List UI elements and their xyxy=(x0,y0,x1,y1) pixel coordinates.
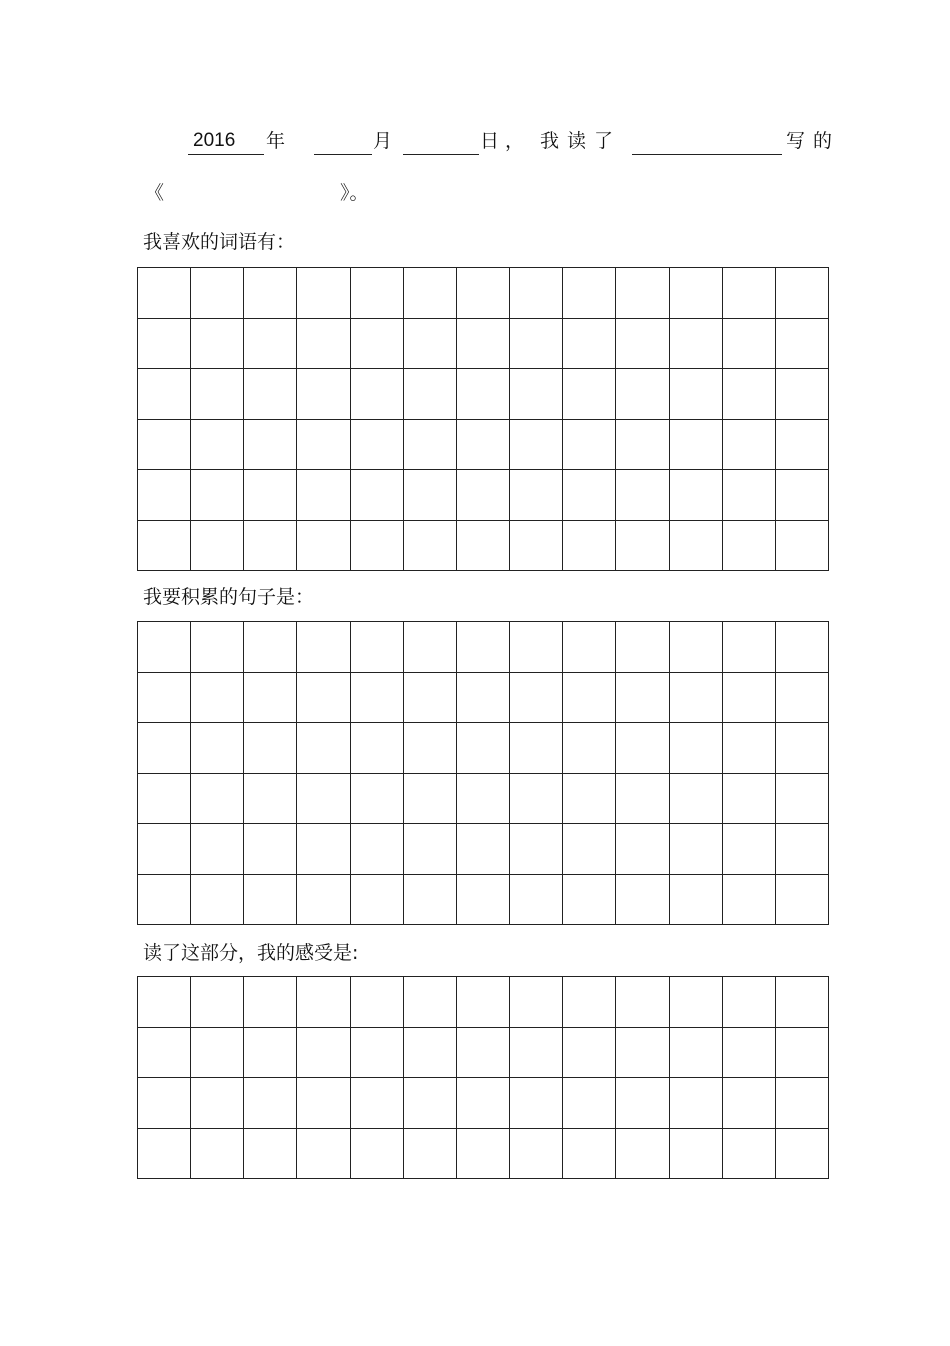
sentences-label: 我要积累的句子是： xyxy=(143,586,315,608)
writing-cell[interactable] xyxy=(457,824,510,875)
writing-cell[interactable] xyxy=(297,319,350,370)
writing-cell[interactable] xyxy=(723,1129,776,1180)
writing-cell[interactable] xyxy=(510,268,563,319)
writing-cell[interactable] xyxy=(563,824,616,875)
writing-cell[interactable] xyxy=(244,319,297,370)
writing-cell[interactable] xyxy=(457,673,510,724)
writing-cell[interactable] xyxy=(670,268,723,319)
writing-cell[interactable] xyxy=(723,369,776,420)
writing-cell[interactable] xyxy=(457,774,510,825)
writing-cell[interactable] xyxy=(563,521,616,572)
writing-cell[interactable] xyxy=(244,622,297,673)
writing-cell[interactable] xyxy=(138,1129,191,1180)
writing-cell[interactable] xyxy=(563,1028,616,1079)
writing-cell[interactable] xyxy=(404,774,457,825)
writing-cell[interactable] xyxy=(723,622,776,673)
writing-cell[interactable] xyxy=(244,774,297,825)
writing-cell[interactable] xyxy=(670,673,723,724)
writing-cell[interactable] xyxy=(404,824,457,875)
writing-cell[interactable] xyxy=(297,824,350,875)
writing-cell[interactable] xyxy=(191,1078,244,1129)
writing-cell[interactable] xyxy=(457,875,510,926)
writing-cell[interactable] xyxy=(616,622,669,673)
writing-cell[interactable] xyxy=(351,521,404,572)
writing-cell[interactable] xyxy=(404,1028,457,1079)
month-label: 月 xyxy=(373,130,393,152)
writing-cell[interactable] xyxy=(297,470,350,521)
writing-cell[interactable] xyxy=(723,319,776,370)
writing-cell[interactable] xyxy=(457,1028,510,1079)
writing-cell[interactable] xyxy=(563,420,616,471)
writing-cell[interactable] xyxy=(510,824,563,875)
writing-cell[interactable] xyxy=(670,1078,723,1129)
writing-cell[interactable] xyxy=(776,977,829,1028)
writing-cell[interactable] xyxy=(297,1028,350,1079)
writing-cell[interactable] xyxy=(670,977,723,1028)
writing-cell[interactable] xyxy=(510,369,563,420)
writing-cell[interactable] xyxy=(404,369,457,420)
writing-cell[interactable] xyxy=(510,1129,563,1180)
writing-cell[interactable] xyxy=(563,723,616,774)
book-close-bracket: 》。 xyxy=(340,182,369,204)
writing-cell[interactable] xyxy=(776,319,829,370)
writing-cell[interactable] xyxy=(670,521,723,572)
writing-cell[interactable] xyxy=(510,470,563,521)
writing-cell[interactable] xyxy=(776,622,829,673)
writing-cell[interactable] xyxy=(723,723,776,774)
writing-cell[interactable] xyxy=(670,774,723,825)
writing-cell[interactable] xyxy=(404,875,457,926)
writing-cell[interactable] xyxy=(563,622,616,673)
writing-cell[interactable] xyxy=(616,723,669,774)
writing-cell[interactable] xyxy=(616,268,669,319)
writing-cell[interactable] xyxy=(723,824,776,875)
writing-cell[interactable] xyxy=(244,369,297,420)
book-open-bracket: 《 xyxy=(145,182,165,204)
writing-cell[interactable] xyxy=(510,1028,563,1079)
writing-cell[interactable] xyxy=(510,774,563,825)
writing-cell[interactable] xyxy=(563,470,616,521)
writing-cell[interactable] xyxy=(563,268,616,319)
writing-cell[interactable] xyxy=(244,470,297,521)
writing-cell[interactable] xyxy=(563,1129,616,1180)
year-blank[interactable] xyxy=(188,154,264,155)
writing-cell[interactable] xyxy=(776,369,829,420)
writing-cell[interactable] xyxy=(563,774,616,825)
writing-cell[interactable] xyxy=(404,420,457,471)
writing-cell[interactable] xyxy=(776,774,829,825)
writing-cell[interactable] xyxy=(510,673,563,724)
writing-cell[interactable] xyxy=(191,420,244,471)
writing-cell[interactable] xyxy=(723,875,776,926)
writing-cell[interactable] xyxy=(457,977,510,1028)
writing-cell[interactable] xyxy=(616,420,669,471)
writing-cell[interactable] xyxy=(138,420,191,471)
feelings-grid xyxy=(137,976,829,1179)
year-value: 2016 xyxy=(193,130,236,151)
writing-cell[interactable] xyxy=(670,723,723,774)
writing-cell[interactable] xyxy=(776,1028,829,1079)
writing-cell[interactable] xyxy=(457,369,510,420)
writing-cell[interactable] xyxy=(457,723,510,774)
writing-cell[interactable] xyxy=(351,1129,404,1180)
writing-cell[interactable] xyxy=(404,521,457,572)
writing-cell[interactable] xyxy=(510,420,563,471)
writing-cell[interactable] xyxy=(351,319,404,370)
writing-cell[interactable] xyxy=(138,673,191,724)
writing-cell[interactable] xyxy=(244,977,297,1028)
writing-cell[interactable] xyxy=(138,369,191,420)
writing-cell[interactable] xyxy=(138,977,191,1028)
writing-cell[interactable] xyxy=(297,1129,350,1180)
writing-cell[interactable] xyxy=(297,420,350,471)
favorite-words-grid xyxy=(137,267,829,571)
writing-cell[interactable] xyxy=(776,470,829,521)
writing-cell[interactable] xyxy=(404,268,457,319)
writing-cell[interactable] xyxy=(776,824,829,875)
writing-cell[interactable] xyxy=(191,319,244,370)
writing-cell[interactable] xyxy=(563,977,616,1028)
year-label: 年 xyxy=(266,130,286,152)
writing-cell[interactable] xyxy=(776,723,829,774)
writing-cell[interactable] xyxy=(510,977,563,1028)
writing-cell[interactable] xyxy=(297,369,350,420)
writing-cell[interactable] xyxy=(244,268,297,319)
writing-cell[interactable] xyxy=(244,521,297,572)
writing-cell[interactable] xyxy=(616,875,669,926)
writing-cell[interactable] xyxy=(404,1078,457,1129)
writing-cell[interactable] xyxy=(616,319,669,370)
writing-cell[interactable] xyxy=(616,1028,669,1079)
writing-cell[interactable] xyxy=(297,774,350,825)
writing-cell[interactable] xyxy=(351,774,404,825)
writing-cell[interactable] xyxy=(723,774,776,825)
writing-cell[interactable] xyxy=(616,1078,669,1129)
day-label: 日， xyxy=(480,130,531,152)
writing-cell[interactable] xyxy=(191,470,244,521)
writing-cell[interactable] xyxy=(670,369,723,420)
writing-cell[interactable] xyxy=(670,875,723,926)
writing-cell[interactable] xyxy=(191,977,244,1028)
feelings-label: 读了这部分，我的感受是: xyxy=(143,942,359,964)
read-text: 我读了 xyxy=(540,130,622,152)
writing-cell[interactable] xyxy=(138,1078,191,1129)
writing-cell[interactable] xyxy=(510,875,563,926)
day-blank[interactable] xyxy=(403,154,479,155)
writing-cell[interactable] xyxy=(297,875,350,926)
writing-cell[interactable] xyxy=(244,673,297,724)
writing-cell[interactable] xyxy=(351,723,404,774)
writing-cell[interactable] xyxy=(351,420,404,471)
writing-cell[interactable] xyxy=(404,1129,457,1180)
writing-cell[interactable] xyxy=(670,470,723,521)
writing-cell[interactable] xyxy=(563,875,616,926)
writing-cell[interactable] xyxy=(351,1028,404,1079)
writing-cell[interactable] xyxy=(457,521,510,572)
writing-cell[interactable] xyxy=(351,673,404,724)
writing-cell[interactable] xyxy=(510,723,563,774)
writing-cell[interactable] xyxy=(616,774,669,825)
writing-cell[interactable] xyxy=(457,268,510,319)
writing-cell[interactable] xyxy=(351,369,404,420)
writing-cell[interactable] xyxy=(191,1028,244,1079)
writing-cell[interactable] xyxy=(670,1028,723,1079)
writing-cell[interactable] xyxy=(138,319,191,370)
writing-cell[interactable] xyxy=(138,875,191,926)
writing-cell[interactable] xyxy=(351,268,404,319)
writing-cell[interactable] xyxy=(616,673,669,724)
writing-cell[interactable] xyxy=(138,824,191,875)
writing-cell[interactable] xyxy=(297,268,350,319)
writing-cell[interactable] xyxy=(297,977,350,1028)
writing-cell[interactable] xyxy=(404,673,457,724)
writing-cell[interactable] xyxy=(297,673,350,724)
writing-cell[interactable] xyxy=(351,622,404,673)
writing-cell[interactable] xyxy=(351,1078,404,1129)
writing-cell[interactable] xyxy=(457,1129,510,1180)
writing-cell[interactable] xyxy=(616,977,669,1028)
writing-cell[interactable] xyxy=(191,369,244,420)
writing-cell[interactable] xyxy=(244,420,297,471)
writing-cell[interactable] xyxy=(563,1078,616,1129)
writing-cell[interactable] xyxy=(616,824,669,875)
writing-cell[interactable] xyxy=(776,420,829,471)
writing-cell[interactable] xyxy=(244,723,297,774)
writing-cell[interactable] xyxy=(404,977,457,1028)
writing-cell[interactable] xyxy=(351,977,404,1028)
writing-cell[interactable] xyxy=(776,268,829,319)
author-suffix: 写的 xyxy=(786,130,841,152)
writing-cell[interactable] xyxy=(776,875,829,926)
writing-cell[interactable] xyxy=(776,673,829,724)
writing-cell[interactable] xyxy=(723,1078,776,1129)
writing-cell[interactable] xyxy=(510,622,563,673)
writing-cell[interactable] xyxy=(776,1129,829,1180)
writing-cell[interactable] xyxy=(138,622,191,673)
writing-cell[interactable] xyxy=(776,1078,829,1129)
writing-cell[interactable] xyxy=(191,875,244,926)
writing-cell[interactable] xyxy=(670,319,723,370)
writing-cell[interactable] xyxy=(191,521,244,572)
writing-cell[interactable] xyxy=(563,673,616,724)
writing-cell[interactable] xyxy=(563,319,616,370)
writing-cell[interactable] xyxy=(191,723,244,774)
writing-cell[interactable] xyxy=(776,521,829,572)
writing-cell[interactable] xyxy=(351,875,404,926)
sentences-grid xyxy=(137,621,829,925)
favorite-words-label: 我喜欢的词语有： xyxy=(143,231,296,253)
writing-cell[interactable] xyxy=(457,420,510,471)
writing-cell[interactable] xyxy=(138,470,191,521)
writing-cell[interactable] xyxy=(138,774,191,825)
writing-cell[interactable] xyxy=(616,369,669,420)
writing-cell[interactable] xyxy=(351,824,404,875)
writing-cell[interactable] xyxy=(191,774,244,825)
writing-cell[interactable] xyxy=(404,470,457,521)
writing-cell[interactable] xyxy=(297,1078,350,1129)
writing-cell[interactable] xyxy=(244,824,297,875)
writing-cell[interactable] xyxy=(723,673,776,724)
writing-cell[interactable] xyxy=(670,420,723,471)
writing-cell[interactable] xyxy=(191,673,244,724)
writing-cell[interactable] xyxy=(670,824,723,875)
book-title-blank[interactable] xyxy=(176,180,336,206)
writing-cell[interactable] xyxy=(244,875,297,926)
writing-cell[interactable] xyxy=(723,268,776,319)
writing-cell[interactable] xyxy=(510,521,563,572)
writing-cell[interactable] xyxy=(138,1028,191,1079)
writing-cell[interactable] xyxy=(191,622,244,673)
writing-cell[interactable] xyxy=(723,521,776,572)
writing-cell[interactable] xyxy=(138,268,191,319)
writing-cell[interactable] xyxy=(510,319,563,370)
writing-cell[interactable] xyxy=(404,319,457,370)
month-blank[interactable] xyxy=(314,154,372,155)
writing-cell[interactable] xyxy=(138,723,191,774)
writing-cell[interactable] xyxy=(563,369,616,420)
writing-cell[interactable] xyxy=(244,1129,297,1180)
writing-cell[interactable] xyxy=(510,1078,563,1129)
writing-cell[interactable] xyxy=(457,1078,510,1129)
writing-cell[interactable] xyxy=(723,470,776,521)
writing-cell[interactable] xyxy=(244,1028,297,1079)
writing-cell[interactable] xyxy=(616,1129,669,1180)
writing-cell[interactable] xyxy=(191,1129,244,1180)
writing-cell[interactable] xyxy=(404,723,457,774)
writing-cell[interactable] xyxy=(670,622,723,673)
writing-cell[interactable] xyxy=(138,521,191,572)
writing-cell[interactable] xyxy=(244,1078,297,1129)
writing-cell[interactable] xyxy=(191,268,244,319)
writing-cell[interactable] xyxy=(297,723,350,774)
writing-cell[interactable] xyxy=(351,470,404,521)
writing-cell[interactable] xyxy=(297,622,350,673)
writing-cell[interactable] xyxy=(616,470,669,521)
writing-cell[interactable] xyxy=(457,622,510,673)
writing-cell[interactable] xyxy=(191,824,244,875)
writing-cell[interactable] xyxy=(670,1129,723,1180)
writing-cell[interactable] xyxy=(297,521,350,572)
writing-cell[interactable] xyxy=(723,977,776,1028)
writing-cell[interactable] xyxy=(404,622,457,673)
writing-cell[interactable] xyxy=(616,521,669,572)
writing-cell[interactable] xyxy=(457,470,510,521)
writing-cell[interactable] xyxy=(457,319,510,370)
writing-cell[interactable] xyxy=(723,1028,776,1079)
author-blank[interactable] xyxy=(632,154,782,155)
writing-cell[interactable] xyxy=(723,420,776,471)
